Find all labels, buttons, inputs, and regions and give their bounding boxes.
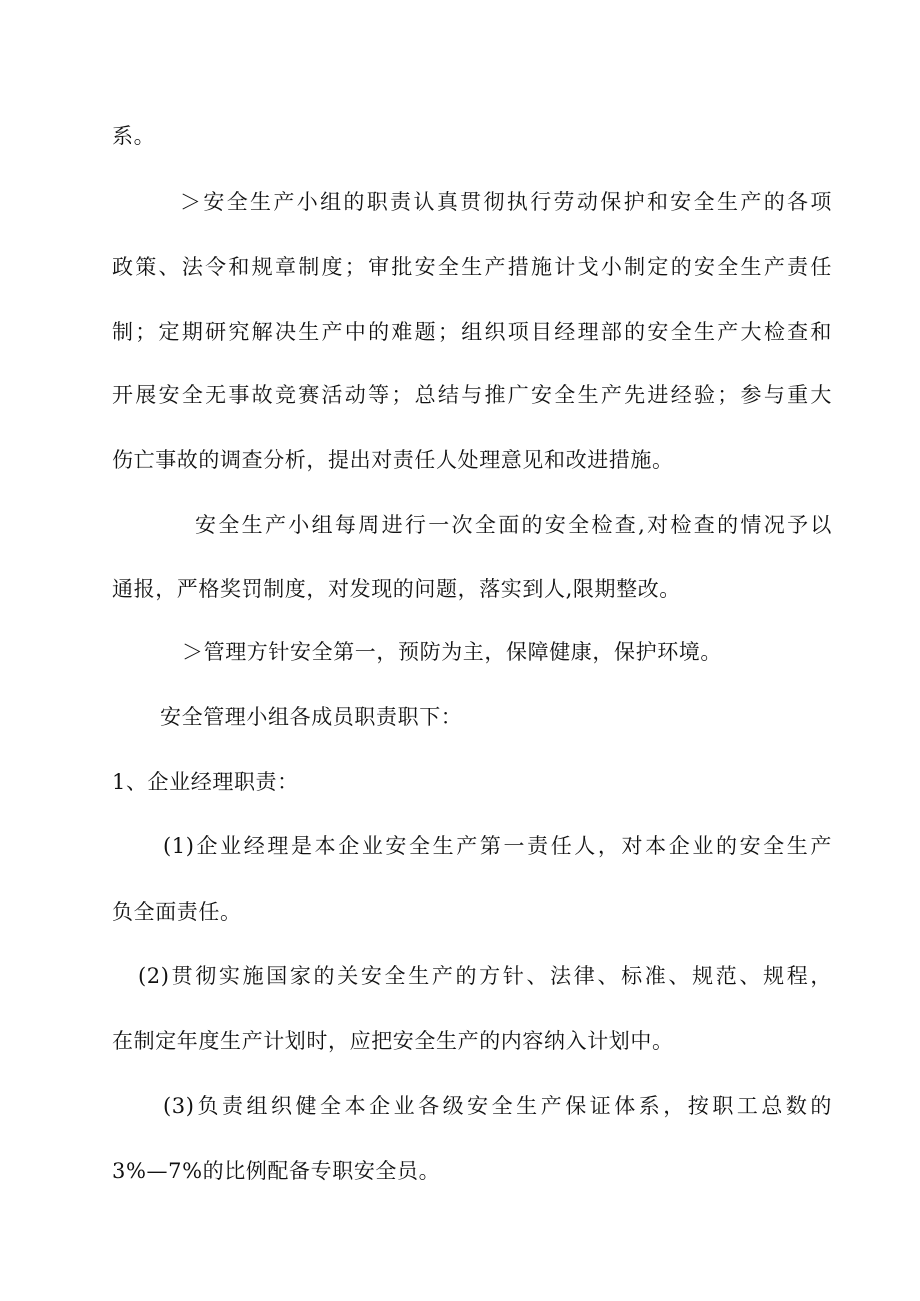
paragraph-line-5: 开展安全无事故竞赛活动等；总结与推广安全生产先进经验；参与重大 bbox=[112, 383, 832, 407]
list-item-1-line-2: 负全面责任。 bbox=[112, 900, 242, 924]
section-heading-manager-duties: 1、企业经理职责： bbox=[112, 770, 299, 794]
paragraph-line-3: 政策、法令和规章制度；审批安全生产措施计戈小制定的安全生产责任 bbox=[112, 255, 832, 279]
paragraph-line-9: ＞管理方针安全第一，预防为主，保障健康，保护环境。 bbox=[182, 640, 722, 664]
paragraph-line-1: 系。 bbox=[112, 124, 156, 148]
section-intro: 安全管理小组各成员职责职下： bbox=[160, 705, 463, 729]
paragraph-line-4: 制；定期研究解决生产中的难题；组织项目经理部的安全生产大检查和 bbox=[112, 320, 832, 344]
list-item-1-line-1: (1)企业经理是本企业安全生产第一责任人，对本企业的安全生产 bbox=[163, 834, 832, 858]
list-item-2-line-2: 在制定年度生产计划时，应把安全生产的内容纳入计划中。 bbox=[112, 1029, 674, 1053]
list-item-3-line-2: 3%—7%的比例配备专职安全员。 bbox=[112, 1159, 441, 1183]
paragraph-line-6: 伤亡事故的调查分析，提出对责任人处理意见和改进措施。 bbox=[112, 448, 674, 472]
list-item-2-line-1: (2)贯彻实施国家的关安全生产的方针、法律、标准、规范、规程， bbox=[138, 964, 832, 988]
paragraph-line-8: 通报，严格奖罚制度，对发现的问题，落实到人,限期整改。 bbox=[112, 577, 681, 601]
list-item-3-line-1: (3)负责组织健全本企业各级安全生产保证体系，按职工总数的 bbox=[163, 1094, 832, 1118]
paragraph-line-2: ＞安全生产小组的职责认真贯彻执行劳动保护和安全生产的各项 bbox=[180, 190, 832, 214]
paragraph-line-7: 安全生产小组每周进行一次全面的安全检查,对检查的情况予以 bbox=[195, 513, 832, 537]
